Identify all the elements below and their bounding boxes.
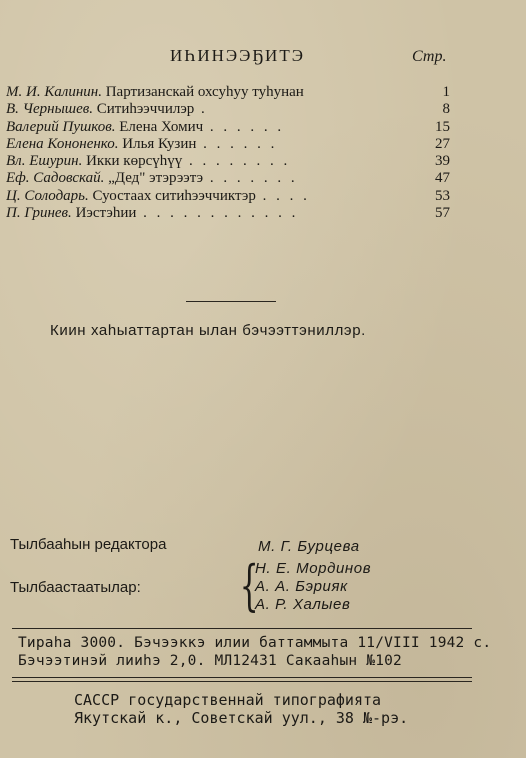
toc-title: ИҺИНЭЭҔИТЭ: [170, 46, 305, 65]
toc-title-text: Суостаах ситиһээччиктэр: [92, 187, 256, 204]
toc-author: Ц. Солодарь.: [6, 187, 89, 204]
toc-author: Елена Кононенко.: [6, 135, 119, 152]
printer-line: САССР государственнай типографията: [74, 691, 382, 709]
toc-page-number: 57: [435, 205, 450, 222]
toc-entry: [6, 101, 468, 118]
table-of-contents: [6, 84, 468, 222]
printer-address: Якутскай к., Советскай уул., 38 №-рэ.: [74, 709, 409, 727]
imprint-line: Бэчээтинэй лииһэ 2,0. МЛ12431 Сакааһын №102: [18, 653, 402, 669]
toc-dot-leader: . . . . . . . .: [182, 153, 291, 170]
imprint-line: Тираһа 3000. Бэчээккэ илии баттаммыта 11/VIII 1942 с.: [18, 635, 492, 651]
toc-page-number: 8: [442, 101, 450, 118]
toc-title-text: „Дед" этэрээтэ: [108, 170, 204, 187]
toc-title-text: Икки көрсүһүү: [86, 153, 183, 170]
toc-page-number: 39: [435, 153, 450, 170]
imprint-bottom-rule: [12, 677, 472, 678]
toc-entry: [6, 153, 468, 170]
toc-page-number: 15: [435, 118, 450, 135]
translators-label: Тылбаастаатылар:: [10, 579, 141, 596]
toc-dot-leader: . . . .: [255, 187, 310, 204]
toc-entry: [6, 119, 468, 136]
toc-author: М. И. Калинин.: [6, 84, 102, 100]
toc-entry: [6, 84, 468, 101]
toc-dot-leader: . . . . . . . . . . . .: [136, 205, 299, 222]
toc-dot-leader: . . . . . .: [203, 118, 285, 135]
source-note: Киин хаһыаттартан ылан бэчээттэниллэр.: [50, 322, 366, 339]
toc-author: Валерий Пушков.: [6, 118, 116, 135]
editor-label: Тылбааһын редактора: [10, 536, 167, 553]
toc-entry: [6, 170, 468, 187]
translator-name: А. А. Бэрияк: [255, 578, 348, 595]
toc-dot-leader: . . . . . . .: [203, 170, 298, 187]
toc-dot-leader: . . . . . .: [196, 135, 278, 152]
translator-name: Н. Е. Мординов: [255, 560, 372, 577]
editor-name: М. Г. Бурцева: [258, 538, 360, 555]
imprint-top-rule: [12, 628, 472, 629]
toc-title-text: Илья Кузин: [122, 135, 197, 152]
toc-title-text: Партизанскай охсуһуу туһунан: [105, 84, 304, 100]
toc-author: Еф. Садовскай.: [6, 170, 105, 187]
section-divider: [186, 301, 276, 302]
toc-entry: [6, 136, 468, 153]
toc-title-text: Ситиһээччилэр: [96, 101, 195, 118]
toc-page-number: 47: [435, 170, 450, 187]
toc-page-number: 27: [435, 135, 450, 152]
brace-icon: {: [239, 554, 259, 617]
toc-page-number: 1: [442, 84, 450, 100]
page-column-label: Стр.: [412, 48, 447, 65]
toc-entry: [6, 188, 468, 205]
toc-page-number: 53: [435, 187, 450, 204]
toc-title-text: Иэстэһии: [75, 205, 137, 222]
toc-dot-leader: .: [194, 101, 208, 118]
toc-author: В. Чернышев.: [6, 101, 93, 118]
imprint-bottom-rule: [12, 681, 472, 682]
toc-entry: [6, 205, 468, 222]
translator-name: А. Р. Халыев: [255, 596, 351, 613]
toc-title-text: Елена Хомич: [119, 118, 204, 135]
toc-author: Вл. Ешурин.: [6, 153, 83, 170]
toc-author: П. Гринев.: [6, 205, 72, 222]
